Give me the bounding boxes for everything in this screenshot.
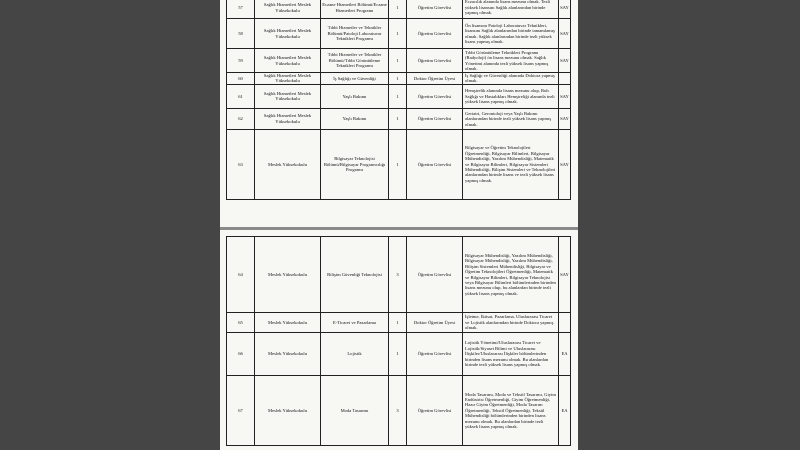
position-title-cell: Öğretim Görevlisi [407,49,463,73]
table-row [227,84,571,108]
score-type-cell [559,73,571,85]
qualifications-cell: Lojistik Yönetimi/Uluslararası Ticaret ve Lojistik/Siyaset Bilimi ve Uluslararası İlişkiler/Uluslararası İlişkiler bölümlerinden birinden lisans mezunu olmak. Bu alanlardan birinde tezli yüksek lisans yapmış olmak. [463,333,559,376]
position-count-cell: 3 [389,376,407,446]
qualifications-cell: Moda Tasarımı, Moda ve Tekstil Tasarımı, Giyim Endüstrisi Öğretmenliği, Giyim Öğretmenliği, Hazır Giyim Öğretmenliği, Moda Tasarım Öğretmenliği, Tekstil Öğretmenliği, Tekstil Mühendisliği bölümlerinden birinden lisans mezunu olmak. Bu alanlardan birinde tezli yüksek lisans yapmış olmak. [463,376,559,446]
position-title-cell: Öğretim Görevlisi [407,237,463,313]
qualifications-cell: Hemşirelik alanında lisans mezunu olup, Ruh Sağlığı ve Hastalıkları Hemşireliği alanında tezli yüksek lisans yapmış olmak. [463,84,559,108]
qualifications-cell: İş Sağlığı ve Güvenliği alanında Doktora yapmış olmak. [463,73,559,85]
score-type-cell: EA [559,376,571,446]
score-type-cell [559,313,571,333]
row-number-cell: 67 [227,376,255,446]
position-title-cell: Doktor Öğretim Üyesi [407,313,463,333]
position-title-cell: Öğretim Görevlisi [407,19,463,49]
position-count-cell: 1 [389,19,407,49]
qualifications-cell: Tıbbi Görüntüleme Teknikleri Programı (Radyoloji) ön lisans mezunu olmak. Sağlık Yönetimi alanında tezli yüksek lisans yapmış olmak. [463,49,559,73]
score-type-cell: SAY [559,0,571,19]
position-count-cell: 1 [389,333,407,376]
qualifications-cell: Ön lisansını Patoloji Laboratuvar Teknikleri, lisansını Sağlık alanlarından birinde tamamlamış olmak. Sağlık alanlarından birinde tezli yüksek lisans yapmış olmak. [463,19,559,49]
row-number-cell: 59 [227,49,255,73]
qualifications-cell: Eczacılık alanında lisans mezunu olmak. Tezli yüksek lisansını Sağlık alanlarından birinde yapmış olmak. [463,0,559,19]
unit-name-cell: Meslek Yüksekokulu [255,129,321,199]
unit-name-cell: Meslek Yüksekokulu [255,313,321,333]
document-page-top [220,0,578,227]
table-row [227,313,571,333]
positions-table-bottom [226,236,571,446]
unit-name-cell: Sağlık Hizmetleri Meslek Yüksekokulu [255,84,321,108]
program-name-cell: Lojistik [321,333,389,376]
position-count-cell: 1 [389,108,407,129]
row-number-cell: 60 [227,73,255,85]
unit-name-cell: Sağlık Hizmetleri Meslek Yüksekokulu [255,108,321,129]
positions-table-top [226,0,571,200]
table-row [227,333,571,376]
program-name-cell: Moda Tasarımı [321,376,389,446]
position-count-cell: 1 [389,313,407,333]
row-number-cell: 63 [227,129,255,199]
position-title-cell: Öğretim Görevlisi [407,84,463,108]
table-row [227,376,571,446]
position-title-cell: Doktor Öğretim Üyesi [407,73,463,85]
unit-name-cell: Sağlık Hizmetleri Meslek Yüksekokulu [255,0,321,19]
document-page-bottom [220,230,578,450]
unit-name-cell: Meslek Yüksekokulu [255,376,321,446]
row-number-cell: 57 [227,0,255,19]
position-count-cell: 1 [389,84,407,108]
table-row [227,108,571,129]
table-body-bottom [227,237,571,446]
qualifications-cell: Bilgisayar ve Öğretim Teknolojileri Öğretmenliği, Bilgisayar Bilimleri, Bilgisayar Mühendisliği, Yazılım Mühendisliği, Matematik ve Bilgisayar Bilimleri, Bilgisayar Sistemleri Mühendisliği, Bilişim Sistemleri ve Teknolojileri alanlarından birinde lisans ve tezli yüksek lisans yapmış olmak. [463,129,559,199]
program-name-cell: E-Ticaret ve Pazarlama [321,313,389,333]
qualifications-cell: İşletme, İktisat, Pazarlama, Uluslararası Ticaret ve Lojistik alanlarından birinde Doktora yapmış olmak. [463,313,559,333]
unit-name-cell: Meslek Yüksekokulu [255,237,321,313]
program-name-cell: Bilişim Güvenliği Teknolojisi [321,237,389,313]
program-name-cell: Bilgisayar Teknolojisi Bölümü/Bilgisayar Programcılığı Programı [321,129,389,199]
score-type-cell: SAY [559,19,571,49]
position-title-cell: Öğretim Görevlisi [407,0,463,19]
position-count-cell: 1 [389,0,407,19]
score-type-cell: SAY [559,237,571,313]
row-number-cell: 65 [227,313,255,333]
unit-name-cell: Meslek Yüksekokulu [255,333,321,376]
table-row [227,129,571,199]
table-row [227,19,571,49]
program-name-cell: İş Sağlığı ve Güvenliği [321,73,389,85]
score-type-cell: SAY [559,84,571,108]
unit-name-cell: Sağlık Hizmetleri Meslek Yüksekokulu [255,73,321,85]
qualifications-cell: Bilgisayar Mühendisliği, Yazılım Mühendisliği, Bilgisayar Mühendisliği, Yazılım Mühendisliği, Bilişim Sistemleri Mühendisliği, Bilgisayar ve Öğretim Teknolojileri Öğretmenliği, Matematik ve Bilgisayar Bilimleri, Bilgisayar Teknolojisi veya Bilgisayar Bilimleri bölümlerinden birinden lisans mezunu olup, bu alanlardan birinde tezli yüksek lisans yapmış olmak. [463,237,559,313]
position-count-cell: 1 [389,49,407,73]
position-title-cell: Öğretim Görevlisi [407,108,463,129]
position-count-cell: 3 [389,237,407,313]
row-number-cell: 58 [227,19,255,49]
table-body-top [227,0,571,199]
position-title-cell: Öğretim Görevlisi [407,376,463,446]
score-type-cell: SAY [559,129,571,199]
table-row [227,0,571,19]
program-name-cell: Tıbbi Hizmetler ve Teknikler Bölümü/Tıbbi Görüntüleme Teknikleri Programı [321,49,389,73]
position-title-cell: Öğretim Görevlisi [407,333,463,376]
position-count-cell: 1 [389,129,407,199]
table-row [227,237,571,313]
program-name-cell: Yaşlı Bakımı [321,108,389,129]
position-count-cell: 1 [389,73,407,85]
unit-name-cell: Sağlık Hizmetleri Meslek Yüksekokulu [255,49,321,73]
row-number-cell: 62 [227,108,255,129]
score-type-cell: SAY [559,49,571,73]
row-number-cell: 66 [227,333,255,376]
unit-name-cell: Sağlık Hizmetleri Meslek Yüksekokulu [255,19,321,49]
row-number-cell: 64 [227,237,255,313]
position-title-cell: Öğretim Görevlisi [407,129,463,199]
score-type-cell: EA [559,333,571,376]
program-name-cell: Tıbbi Hizmetler ve Teknikler Bölümü/Patoloji Laboratuvar Teknikleri Programı [321,19,389,49]
qualifications-cell: Geriatri, Gerontoloji veya Yaşlı Bakımı alanlarından birinde tezli yüksek lisans yapmış olmak. [463,108,559,129]
table-row [227,73,571,85]
program-name-cell: Yaşlı Bakımı [321,84,389,108]
score-type-cell: SAY [559,108,571,129]
table-row [227,49,571,73]
row-number-cell: 61 [227,84,255,108]
program-name-cell: Eczane Hizmetleri Bölümü/Eczane Hizmetleri Programı [321,0,389,19]
